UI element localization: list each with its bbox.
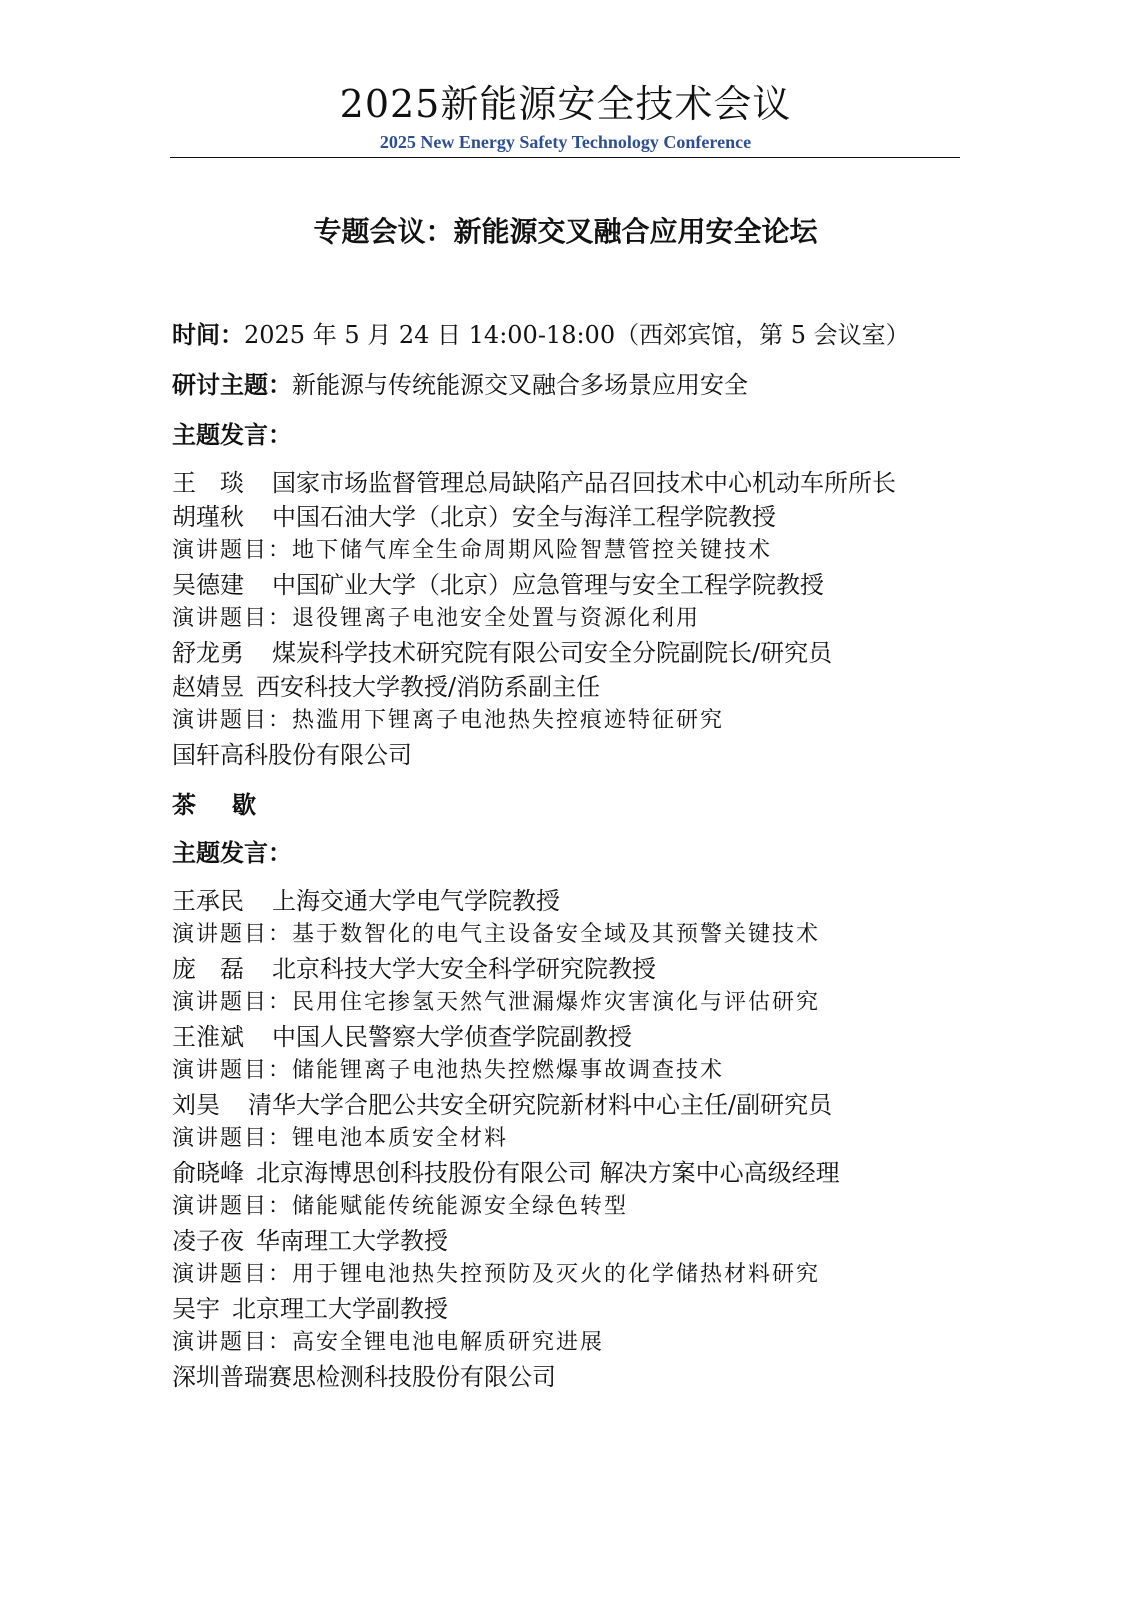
keynote-heading-1: 主题发言：	[172, 421, 292, 449]
speaker-list-2	[172, 884, 962, 1394]
talk-topic: 演讲题目：民用住宅掺氢天然气泄漏爆炸灾害演化与评估研究	[172, 990, 821, 1015]
speaker-affiliation: 国家市场监督管理总局缺陷产品召回技术中心机动车所所长	[272, 469, 896, 497]
talk-topic: 演讲题目：储能锂离子电池热失控燃爆事故调查技术	[172, 1058, 725, 1083]
speaker-name: 刘昊	[172, 1091, 220, 1119]
speaker-name: 王承民	[172, 887, 244, 915]
speaker-affiliation: 中国人民警察大学侦查学院副教授	[272, 1023, 632, 1051]
speaker-line	[172, 1156, 962, 1190]
speaker-name: 俞晓峰	[172, 1159, 244, 1187]
speaker-name: 凌子夜	[172, 1227, 244, 1255]
speaker-name: 赵婧昱	[172, 673, 244, 701]
header-divider	[170, 157, 960, 158]
sponsor-company: 国轩高科股份有限公司	[172, 741, 412, 769]
speaker-affiliation: 中国石油大学（北京）安全与海洋工程学院教授	[272, 503, 776, 531]
talk-topic: 演讲题目：高安全锂电池电解质研究进展	[172, 1330, 605, 1355]
speaker-affiliation: 中国矿业大学（北京）应急管理与安全工程学院教授	[272, 571, 824, 599]
session-title: 专题会议：新能源交叉融合应用安全论坛	[313, 215, 818, 248]
speaker-affiliation: 北京海博思创科技股份有限公司 解决方案中心高级经理	[256, 1159, 840, 1187]
talk-topic: 演讲题目：储能赋能传统能源安全绿色转型	[172, 1194, 629, 1219]
speaker-affiliation: 华南理工大学教授	[256, 1227, 448, 1255]
conference-title: 2025新能源安全技术会议	[339, 82, 792, 126]
talk-topic: 演讲题目：退役锂离子电池安全处置与资源化利用	[172, 606, 701, 631]
talk-topic: 演讲题目：用于锂电池热失控预防及灭火的化学储热材料研究	[172, 1262, 821, 1287]
speaker-affiliation: 北京理工大学副教授	[232, 1295, 448, 1323]
speaker-affiliation: 北京科技大学大安全科学研究院教授	[272, 955, 656, 983]
talk-topic: 演讲题目：地下储气库全生命周期风险智慧管控关键技术	[172, 538, 773, 563]
theme-label: 研讨主题：	[172, 371, 292, 399]
speaker-affiliation: 清华大学合肥公共安全研究院新材料中心主任/副研究员	[248, 1091, 833, 1119]
speaker-affiliation: 上海交通大学电气学院教授	[272, 887, 560, 915]
speaker-name: 舒龙勇	[172, 639, 244, 667]
conference-subtitle: 2025 New Energy Safety Technology Conference	[379, 132, 752, 152]
talk-topic: 演讲题目：锂电池本质安全材料	[172, 1126, 509, 1151]
speaker-line	[172, 1224, 962, 1258]
speaker-line	[172, 670, 962, 704]
tea-break: 茶歇	[172, 791, 292, 819]
sponsor-company: 深圳普瑞赛思检测科技股份有限公司	[172, 1363, 556, 1391]
speaker-affiliation: 煤炭科学技术研究院有限公司安全分院副院长/研究员	[272, 639, 833, 667]
speaker-line	[172, 884, 962, 918]
talk-topic: 演讲题目：基于数智化的电气主设备安全域及其预警关键技术	[172, 922, 821, 947]
theme-line	[172, 368, 962, 402]
speaker-name: 庞 磊	[172, 955, 244, 983]
speaker-name: 王 琰	[172, 469, 244, 497]
speaker-list-1	[172, 466, 962, 772]
speaker-line	[172, 500, 962, 534]
speaker-line	[172, 1088, 962, 1122]
speaker-line	[172, 568, 962, 602]
talk-topic: 演讲题目：热滥用下锂离子电池热失控痕迹特征研究	[172, 708, 725, 733]
speaker-name: 吴宇	[172, 1295, 220, 1323]
speaker-line	[172, 952, 962, 986]
agenda-body	[172, 318, 962, 1410]
speaker-name: 吴德建	[172, 571, 244, 599]
speaker-name: 王淮斌	[172, 1023, 244, 1051]
time-label: 时间：	[172, 321, 244, 349]
speaker-affiliation: 西安科技大学教授/消防系副主任	[256, 673, 601, 701]
theme-value: 新能源与传统能源交叉融合多场景应用安全	[292, 371, 748, 399]
time-value: 2025 年 5 月 24 日 14:00-18:00（西郊宾馆，第 5 会议室）	[244, 321, 910, 349]
speaker-line	[172, 466, 962, 500]
speaker-line	[172, 1292, 962, 1326]
speaker-line	[172, 1020, 962, 1054]
speaker-line	[172, 636, 962, 670]
time-line	[172, 318, 962, 352]
speaker-name: 胡瑾秋	[172, 503, 244, 531]
keynote-heading-2: 主题发言：	[172, 839, 292, 867]
